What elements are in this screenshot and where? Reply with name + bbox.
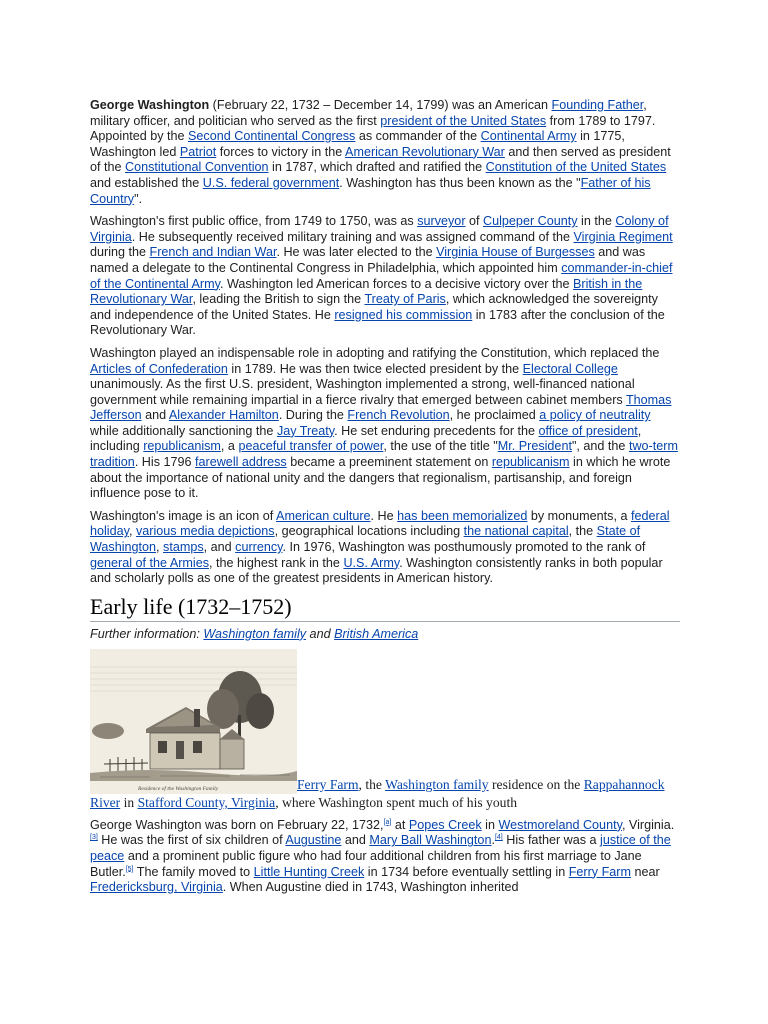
text-run: of <box>465 214 484 229</box>
link-various-media-depictions[interactable]: various media depictions <box>135 524 275 539</box>
text-run: . <box>491 833 495 848</box>
text-run: George Washington was born on February 22, 1732, <box>90 817 384 832</box>
text-run: residence on the <box>488 776 584 792</box>
link-little-hunting-creek[interactable]: Little Hunting Creek <box>253 864 365 879</box>
link-u-s-federal-government[interactable]: U.S. federal government <box>202 175 340 190</box>
link-u-s-army[interactable]: U.S. Army <box>343 555 400 570</box>
text-run: Washington's image is an icon of <box>90 508 277 523</box>
text-run: in which he wrote about the importance of national unity and the dangers that regionalism, partisanship, and foreign influence pose to it. <box>90 455 671 501</box>
text-run: and <box>141 408 169 423</box>
intro-paragraph-2 <box>90 214 680 339</box>
link-surveyor[interactable]: surveyor <box>417 214 466 229</box>
citation-ref[interactable]: [5] <box>125 865 134 873</box>
text-run: . He subsequently received military training and was assigned command of the <box>131 229 574 244</box>
link-has-been-memorialized[interactable]: has been memorialized <box>397 508 528 523</box>
link-peaceful-transfer-of-power[interactable]: peaceful transfer of power <box>238 439 384 454</box>
text-run: in 1775, Washington led <box>90 129 625 159</box>
text-run: in 1783 after the conclusion of the Revolutionary War. <box>90 307 665 338</box>
link-westmoreland-county[interactable]: Westmoreland County <box>498 817 622 832</box>
link-federal-holiday[interactable]: federal holiday <box>90 508 670 539</box>
text-run: . In 1976, Washington was posthumously promoted to the rank of <box>282 540 646 555</box>
text-run: unanimously. As the first U.S. president, Washington implemented a strong, well-financed national government while remaining impartial in a fierce rivalry that emerged between cabinet members <box>90 377 635 407</box>
link-general-of-the-armies[interactable]: general of the Armies <box>90 555 210 570</box>
link-french-and-indian-war[interactable]: French and Indian War <box>149 245 277 260</box>
text-run: . He was later elected to the <box>276 245 437 260</box>
text-run: in <box>481 817 499 832</box>
link-constitution-of-the-united-states[interactable]: Constitution of the United States <box>485 160 667 175</box>
link-a-policy-of-neutrality[interactable]: a policy of neutrality <box>539 408 651 423</box>
link-justice-of-the-peace[interactable]: justice of the peace <box>90 833 671 863</box>
intro-paragraph-3 <box>90 346 680 502</box>
text-run: near <box>630 864 660 879</box>
link-american-revolutionary-war[interactable]: American Revolutionary War <box>345 144 505 159</box>
text-run: and then served as president of the <box>90 144 671 175</box>
link-british-america[interactable]: British America <box>334 626 419 641</box>
link-ferry-farm[interactable]: Ferry Farm <box>568 864 631 879</box>
text-run: , he proclaimed <box>449 408 540 423</box>
text-run: He was the first of six children of <box>97 833 286 848</box>
text-run: in <box>120 794 138 810</box>
text-run: in 1734 before eventually settling in <box>364 864 569 879</box>
text-run: . He <box>370 508 398 523</box>
text-run: by monuments, a <box>527 508 631 523</box>
text-run: , including <box>90 423 642 454</box>
link-virginia-house-of-burgesses[interactable]: Virginia House of Burgesses <box>436 245 595 260</box>
article-body <box>90 98 680 903</box>
text-run: (February 22, 1732 – December 14, 1799) was an American <box>209 98 552 112</box>
text-run: ". <box>134 191 143 206</box>
text-run: , Virginia. <box>621 817 675 832</box>
text-run: , <box>156 540 164 555</box>
text-run: forces to victory in the <box>216 144 346 159</box>
link-augustine[interactable]: Augustine <box>285 833 342 848</box>
link-republicanism[interactable]: republicanism <box>491 455 570 470</box>
intro-paragraph-4 <box>90 509 680 587</box>
link-american-culture[interactable]: American culture <box>276 508 371 523</box>
link-washington-family[interactable]: Washington family <box>203 626 307 641</box>
citation-ref[interactable]: [3] <box>90 834 98 842</box>
text-run: . Washington consistently ranks in both popular and scholarly polls as one of the greatest presidents in American history. <box>90 555 663 586</box>
link-colony-of-virginia[interactable]: Colony of Virginia <box>90 214 669 244</box>
text-run: , the highest rank in the <box>209 555 344 570</box>
link-commander-in-chief-of-the-continental-army[interactable]: commander-in-chief of the Continental Army <box>90 260 673 291</box>
ferry-farm-figure <box>90 649 680 812</box>
link-stafford-county-virginia[interactable]: Stafford County, Virginia <box>137 794 276 810</box>
text-run: at <box>391 817 409 832</box>
link-father-of-his-country[interactable]: Father of his Country <box>90 175 651 206</box>
text-run: , a <box>220 439 239 454</box>
link-president-of-the-united-states[interactable]: president of the United States <box>380 113 547 128</box>
text-run: ", and the <box>571 439 629 454</box>
text-run: and <box>306 626 335 641</box>
link-jay-treaty[interactable]: Jay Treaty <box>276 423 335 438</box>
link-resigned-his-commission[interactable]: resigned his commission <box>334 307 473 322</box>
link-the-national-capital[interactable]: the national capital <box>463 524 569 539</box>
link-constitutional-convention[interactable]: Constitutional Convention <box>125 160 269 175</box>
link-two-term-tradition[interactable]: two-term tradition <box>90 439 678 470</box>
text-run: as commander of the <box>355 129 481 144</box>
link-founding-father[interactable]: Founding Father <box>551 98 644 112</box>
svg-text:Residence of the Washington Fa: Residence of the Washington Family <box>138 785 219 792</box>
text-run: in 1787, which drafted and ratified the <box>268 160 486 175</box>
text-run: and established the <box>90 175 203 190</box>
ferry-farm-engraving[interactable] <box>90 649 297 794</box>
text-run: . Washington led American forces to a decisive victory over the <box>219 276 574 291</box>
link-republicanism[interactable]: republicanism <box>143 439 221 454</box>
link-office-of-president[interactable]: office of president <box>538 423 638 438</box>
text-run: and <box>341 833 370 848</box>
link-ferry-farm[interactable]: Ferry Farm <box>297 776 359 792</box>
text-run: . His 1796 <box>134 455 196 470</box>
bold-text: George Washington <box>90 98 210 112</box>
text-run: , the <box>358 776 386 792</box>
link-second-continental-congress[interactable]: Second Continental Congress <box>188 129 356 144</box>
text-run: , and <box>203 540 236 555</box>
link-continental-army[interactable]: Continental Army <box>480 129 577 144</box>
text-run: , the <box>568 524 597 539</box>
link-washington-family[interactable]: Washington family <box>385 776 489 792</box>
text-run: , military officer, and politician who served as the first <box>90 98 647 128</box>
citation-ref[interactable]: [4] <box>494 834 503 842</box>
early-life-paragraph-1 <box>90 818 680 896</box>
text-run: , where Washington spent much of his youth <box>275 794 518 810</box>
link-farewell-address[interactable]: farewell address <box>195 455 287 470</box>
link-alexander-hamilton[interactable]: Alexander Hamilton <box>168 408 279 423</box>
citation-ref[interactable]: [a] <box>383 818 392 826</box>
section-heading-early-life: Early life (1732–1752) <box>90 594 680 622</box>
link-rappahannock-river[interactable]: Rappahannock River <box>90 776 665 810</box>
text-run: in 1789. He was then twice elected president by the <box>227 361 523 376</box>
text-run: . Washington has thus been known as the " <box>339 175 581 190</box>
text-run: and a prominent public figure who had four additional children from his first marriage to Jane Butler. <box>90 849 642 879</box>
link-thomas-jefferson[interactable]: Thomas Jefferson <box>90 392 672 423</box>
text-run: while additionally sanctioning the <box>90 423 277 438</box>
link-currency[interactable]: currency <box>235 540 283 555</box>
link-mr-president[interactable]: Mr. President <box>497 439 572 454</box>
link-patriot[interactable]: Patriot <box>179 144 217 159</box>
text-run: The family moved to <box>133 864 254 879</box>
text-run: from 1789 to 1797. Appointed by the <box>90 113 656 144</box>
text-run: , the use of the title " <box>383 439 498 454</box>
text-run: Washington played an indispensable role in adopting and ratifying the Constitution, which replaced the <box>90 345 660 360</box>
text-run: His father was a <box>502 833 601 848</box>
text-run: , geographical locations including <box>274 524 464 539</box>
text-run: . When Augustine died in 1743, Washington inherited <box>222 880 519 895</box>
link-fredericksburg-virginia[interactable]: Fredericksburg, Virginia <box>90 880 223 895</box>
link-british-in-the-revolutionary-war[interactable]: British in the Revolutionary War <box>90 276 643 307</box>
link-electoral-college[interactable]: Electoral College <box>522 361 618 376</box>
link-virginia-regiment[interactable]: Virginia Regiment <box>573 229 673 244</box>
text-run: and was named a delegate to the Continental Congress in Philadelphia, which appointed him <box>90 245 646 275</box>
further-information-hatnote <box>90 626 680 642</box>
text-run: Washington's first public office, from 1749 to 1750, was as <box>90 214 418 229</box>
text-run: , leading the British to sign the <box>192 292 365 307</box>
link-articles-of-confederation[interactable]: Articles of Confederation <box>90 361 228 376</box>
link-state-of-washington[interactable]: State of Washington <box>90 524 641 555</box>
text-run: , <box>128 524 136 539</box>
text-run: . During the <box>278 408 348 423</box>
text-run: . He set enduring precedents for the <box>334 423 539 438</box>
link-culpeper-county[interactable]: Culpeper County <box>483 214 578 229</box>
text-run: in the <box>577 214 616 229</box>
text-run: became a preeminent statement on <box>286 455 492 470</box>
text-run: during the <box>90 245 150 260</box>
link-mary-ball-washington[interactable]: Mary Ball Washington <box>369 833 492 848</box>
link-popes-creek[interactable]: Popes Creek <box>408 817 482 832</box>
link-french-revolution[interactable]: French Revolution <box>347 408 450 423</box>
text-run: , which acknowledged the sovereignty and independence of the United States. He <box>90 292 658 322</box>
intro-paragraph-1 <box>90 98 680 207</box>
link-stamps[interactable]: stamps <box>163 540 204 555</box>
text-run: Further information: <box>90 626 204 641</box>
link-treaty-of-paris[interactable]: Treaty of Paris <box>364 292 446 307</box>
